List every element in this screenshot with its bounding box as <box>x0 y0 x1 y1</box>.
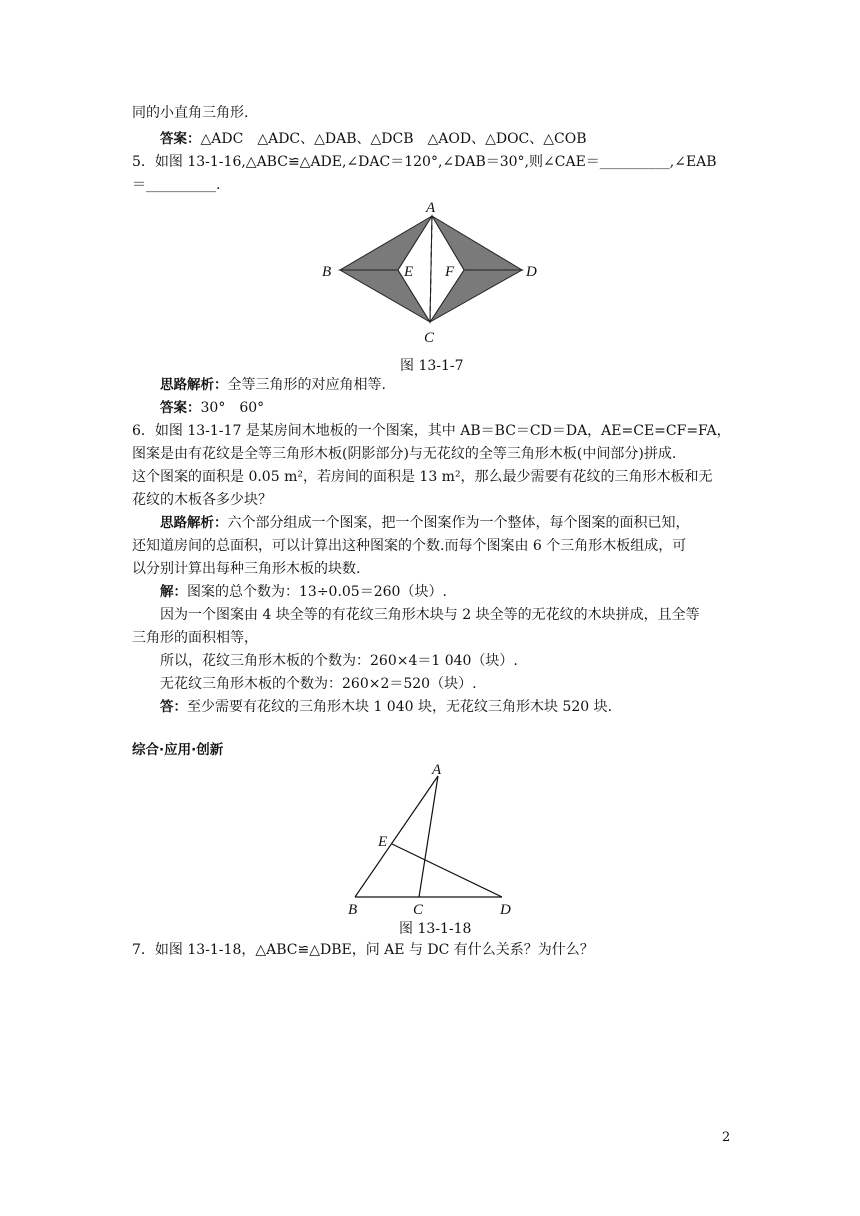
conclusion-text: 至少需要有花纹的三角形木块 1 040 块，无花纹三角形木块 520 块. <box>187 699 613 715</box>
label-a: A <box>432 762 442 778</box>
text-line: 无花纹三角形木板的个数为：260×2＝520（块）. <box>160 676 477 692</box>
text-line: 三角形的面积相等， <box>132 630 258 646</box>
answer-text: 30° 60° <box>200 400 265 416</box>
segment-ed <box>392 844 502 897</box>
analysis-label: 思路解析： <box>160 515 228 531</box>
question-5: 5．如图 13-1-16,△ABC≌△ADE,∠DAC＝120°,∠DAB＝30°,则∠CAE＝__________,∠EAB <box>132 154 717 170</box>
label-e: E <box>404 264 414 280</box>
analysis-line <box>160 513 690 533</box>
question-5-cont: ＝__________. <box>132 177 221 193</box>
analysis-text: 全等三角形的对应角相等. <box>227 377 386 393</box>
page-number: 2 <box>722 1130 731 1145</box>
text-line: 以分别计算出每种三角形木板的块数. <box>132 561 361 577</box>
answer-text: △ADC △ADC、△DAB、△DCB △AOD、△DOC、△COB <box>200 131 587 147</box>
label-c: C <box>413 902 424 918</box>
text-line: 还知道房间的总面积，可以计算出这种图案的个数.而每个图案由 6 个三角形木板组成，可 <box>132 538 687 554</box>
figure-13-1-7 <box>300 190 560 350</box>
figure-caption: 图 13-1-7 <box>400 358 464 374</box>
figure-13-1-18 <box>340 758 520 918</box>
segment-ac <box>419 776 438 897</box>
section-heading: 综合·应用·创新 <box>132 742 224 758</box>
question-7: 7．如图 13-1-18，△ABC≌△DBE，问 AE 与 DC 有什么关系？为什么？ <box>132 942 594 958</box>
conclusion-label: 答： <box>160 699 187 715</box>
solution-text: 图案的总个数为：13÷0.05＝260（块）. <box>187 584 447 600</box>
label-f: F <box>445 264 455 280</box>
text-line: 同的小直角三角形. <box>132 105 249 121</box>
analysis-text: 六个部分组成一个图案，把一个图案作为一个整体，每个图案的面积已知， <box>227 515 690 531</box>
segment-ab <box>355 776 438 897</box>
answer-label: 答案： <box>160 131 201 147</box>
label-e: E <box>378 834 388 850</box>
text-line: 图案是由有花纹是全等三角形木板(阴影部分)与无花纹的全等三角形木板(中间部分)拼成. <box>132 446 677 462</box>
answer-line <box>160 398 264 418</box>
question-6: 6．如图 13-1-17 是某房间木地板的一个图案，其中 AB＝BC＝CD＝DA，AE=CE=CF=FA， <box>132 423 731 439</box>
solution-line <box>160 582 447 602</box>
solution-label: 解： <box>160 584 187 600</box>
text-line: 花纹的木板各多少块？ <box>132 492 272 508</box>
figure-caption: 图 13-1-18 <box>399 921 472 937</box>
label-c: C <box>424 330 435 346</box>
text-line: 因为一个图案由 4 块全等的有花纹三角形木块与 2 块全等的无花纹的木块拼成，且全等 <box>160 607 700 623</box>
analysis-line <box>160 375 386 395</box>
label-b: B <box>348 902 358 918</box>
answer-label: 答案： <box>160 400 201 416</box>
analysis-label: 思路解析： <box>160 377 228 393</box>
conclusion-line <box>160 697 612 717</box>
text-line: 所以，花纹三角形木板的个数为：260×4＝1 040（块）. <box>160 653 518 669</box>
answer-line <box>160 129 587 149</box>
label-a: A <box>426 200 436 216</box>
text-line: 这个图案的面积是 0.05 m²，若房间的面积是 13 m²，那么最少需要有花纹的三角形木板和无 <box>132 469 713 485</box>
label-d: D <box>526 264 537 280</box>
label-d: D <box>500 902 511 918</box>
label-b: B <box>322 264 332 280</box>
